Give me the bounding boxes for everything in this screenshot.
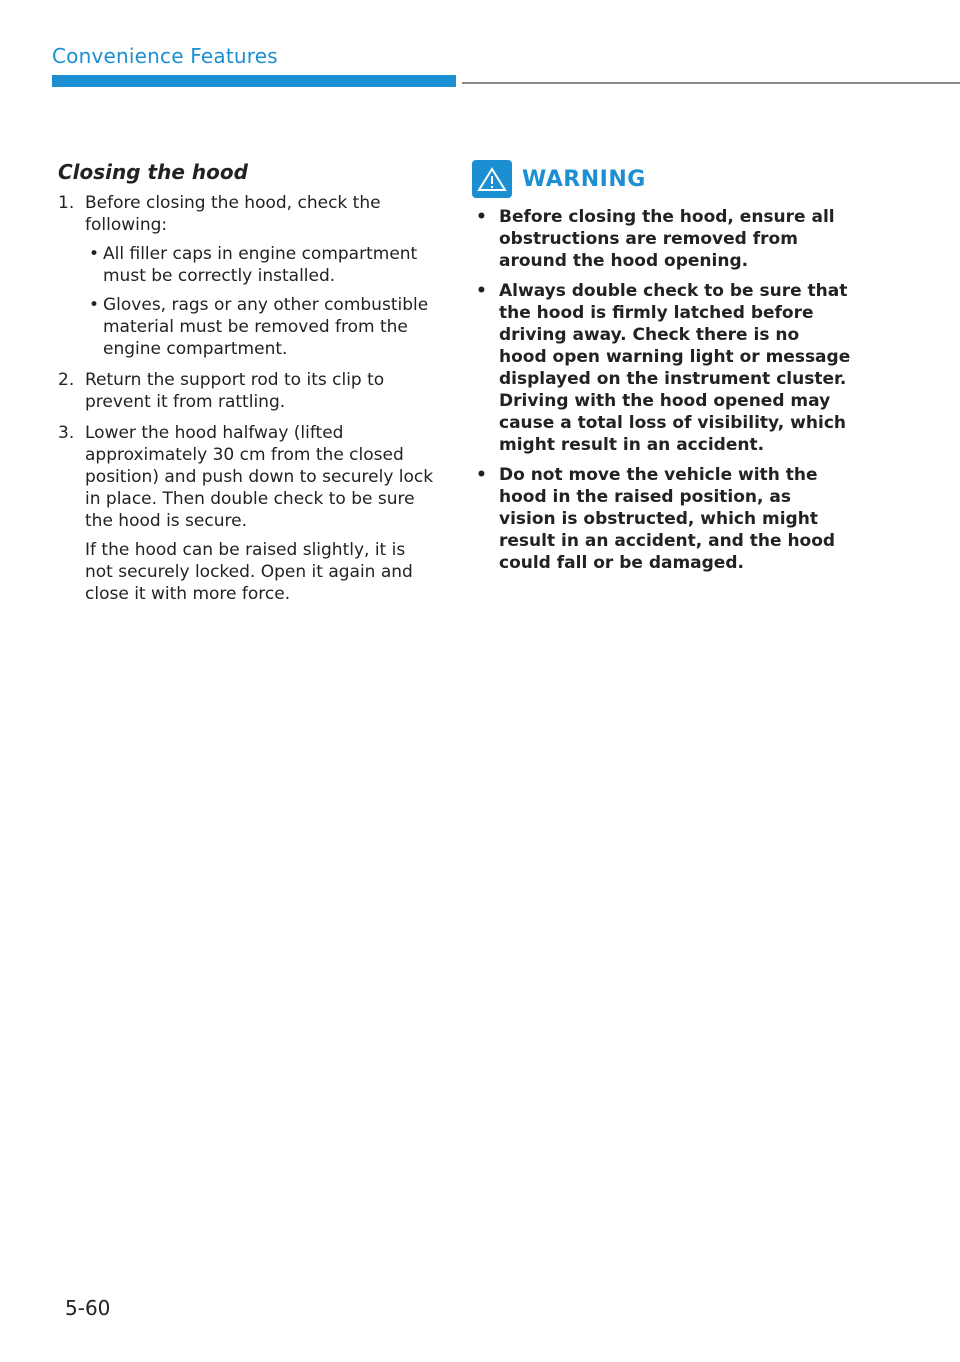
warning-item (472, 206, 852, 272)
step-text: Return the support rod to its clip to prevent it from rattling. (85, 370, 385, 412)
bullet-dot: • (89, 244, 100, 264)
step-item (58, 369, 438, 413)
step-number: 3. (58, 423, 75, 443)
bullet-dot: • (476, 465, 487, 485)
warning-title: WARNING (522, 166, 646, 192)
header-rule-accent (52, 75, 456, 87)
step-text: Lower the hood halfway (lifted approximately 30 cm from the closed position) and push down to securely lock in place. Then double check to be sure the hood is secure. (85, 423, 434, 531)
warning-text: Before closing the hood, ensure all obstructions are removed from around the hood opening. (499, 207, 835, 271)
warning-list (472, 206, 852, 574)
sub-text: Gloves, rags or any other combustible material must be removed from the engine compartment. (103, 295, 429, 359)
warning-item (472, 280, 852, 456)
sub-item (85, 243, 438, 287)
sub-text: All filler caps in engine compartment must be correctly installed. (103, 244, 418, 286)
step-item (58, 192, 438, 360)
header-rule-grey (462, 82, 960, 84)
warning-box (472, 160, 852, 582)
warning-text: Always double check to be sure that the hood is firmly latched before driving away. Check there is no hood open warning light or message displayed on the instrument cluster. Driving with the hood opened may cause a total loss of visibility, which might result in an accident. (499, 281, 851, 455)
steps-list (58, 192, 438, 605)
warning-text: Do not move the vehicle with the hood in the raised position, as vision is obstructed, which might result in an accident, and the hood could fall or be damaged. (499, 465, 836, 573)
bullet-dot: • (89, 295, 100, 315)
page-number: 5-60 (65, 1296, 111, 1320)
step-number: 1. (58, 193, 75, 213)
warning-triangle-icon (472, 160, 512, 198)
section-heading: Closing the hood (58, 160, 248, 184)
step-note: If the hood can be raised slightly, it is not securely locked. Open it again and close it with more force. (85, 540, 413, 604)
sub-list (85, 243, 438, 360)
warning-header (472, 160, 852, 198)
step-number: 2. (58, 370, 75, 390)
step-text: Before closing the hood, check the following: (85, 193, 381, 235)
bullet-dot: • (476, 281, 487, 301)
warning-item (472, 464, 852, 574)
sub-item (85, 294, 438, 360)
bullet-dot: • (476, 207, 487, 227)
left-column (58, 160, 438, 614)
step-item (58, 422, 438, 605)
section-title: Convenience Features (52, 44, 278, 68)
